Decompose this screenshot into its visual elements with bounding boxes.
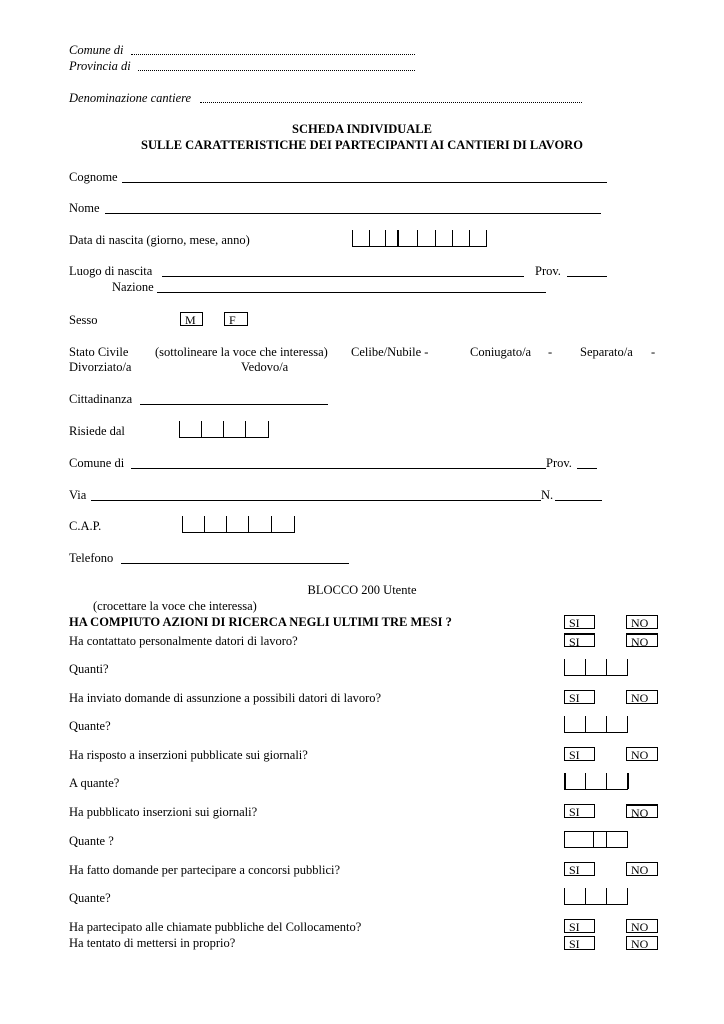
no-checkbox[interactable]: NO [626,747,658,761]
stato-civile-label: Stato Civile [69,345,129,359]
sesso-label: Sesso [69,313,98,327]
blocco-title: BLOCCO 200 Utente [307,583,417,597]
comune-residenza-field[interactable] [131,456,546,469]
quante-concorsi-boxes[interactable] [564,888,628,905]
option-separato[interactable]: Separato/a [580,345,633,359]
question-risposto-inserzioni: Ha risposto a inserzioni pubblicate sui giornali? [69,748,308,762]
header-cantiere-label: Denominazione cantiere [69,91,192,105]
stato-civile-hint: (sottolineare la voce che interessa) [155,345,328,359]
question-in-proprio: Ha tentato di mettersi in proprio? [69,936,236,950]
si-checkbox[interactable]: SI [564,633,595,647]
prov-residenza-field[interactable] [577,456,597,469]
telefono-field[interactable] [121,551,349,564]
no-checkbox[interactable]: NO [626,615,658,629]
quante-boxes[interactable] [564,716,628,733]
prov-label: Prov. [535,264,561,278]
numero-label: N. [541,488,554,502]
data-nascita-boxes[interactable] [352,230,487,247]
a-quante-boxes[interactable] [564,773,628,790]
nome-label: Nome [69,201,100,215]
cap-boxes[interactable] [182,516,295,533]
question-pubblicato-inserzioni: Ha pubblicato inserzioni sui giornali? [69,805,258,819]
page-subtitle: SULLE CARATTERISTICHE DEI PARTECIPANTI AI CANTIERI DI LAVORO [141,138,583,152]
quante-inserzioni-boxes[interactable] [564,831,628,848]
question-quanti: Quanti? [69,662,109,676]
nazione-label: Nazione [112,280,154,294]
question-contattato: Ha contattato personalmente datori di lavoro? [69,634,298,648]
no-checkbox[interactable]: NO [626,936,658,950]
cantiere-field[interactable] [200,91,582,103]
question-inviato-domande: Ha inviato domande di assunzione a possibili datori di lavoro? [69,691,382,705]
si-checkbox[interactable]: SI [564,615,595,629]
si-checkbox[interactable]: SI [564,690,595,704]
luogo-nascita-field[interactable] [162,264,524,277]
separator-dash: - [651,345,656,359]
luogo-nascita-label: Luogo di nascita [69,264,153,278]
no-checkbox[interactable]: NO [626,633,658,647]
risiede-dal-label: Risiede dal [69,424,125,438]
via-field[interactable] [91,488,541,501]
question-concorsi: Ha fatto domande per partecipare a concorsi pubblici? [69,863,341,877]
telefono-label: Telefono [69,551,114,565]
page-title: SCHEDA INDIVIDUALE [292,122,432,136]
sesso-m-checkbox[interactable]: M [180,312,203,326]
header-provincia-label: Provincia di [69,59,131,73]
prov-residenza-label: Prov. [546,456,572,470]
provincia-field[interactable] [138,59,415,71]
comune-residenza-label: Comune di [69,456,125,470]
question-ricerca: HA COMPIUTO AZIONI DI RICERCA NEGLI ULTIMI TRE MESI ? [69,615,452,629]
question-quante: Quante? [69,719,111,733]
question-quante-concorsi: Quante? [69,891,111,905]
option-coniugato[interactable]: Coniugato/a [470,345,532,359]
no-checkbox[interactable]: NO [626,804,658,818]
numero-field[interactable] [555,488,602,501]
no-checkbox[interactable]: NO [626,690,658,704]
cap-label: C.A.P. [69,519,102,533]
si-checkbox[interactable]: SI [564,862,595,876]
prov-field[interactable] [567,264,607,277]
cognome-field[interactable] [122,170,607,183]
option-vedovo[interactable]: Vedovo/a [241,360,289,374]
risiede-dal-boxes[interactable] [179,421,269,438]
option-divorziato[interactable]: Divorziato/a [69,360,132,374]
si-checkbox[interactable]: SI [564,747,595,761]
quanti-boxes[interactable] [564,659,628,676]
si-checkbox[interactable]: SI [564,919,595,933]
via-label: Via [69,488,87,502]
cognome-label: Cognome [69,170,118,184]
data-nascita-label: Data di nascita (giorno, mese, anno) [69,233,250,247]
si-checkbox[interactable]: SI [564,804,595,818]
blocco-hint: (crocettare la voce che interessa) [93,599,257,613]
nazione-field[interactable] [157,280,546,293]
cittadinanza-label: Cittadinanza [69,392,133,406]
question-quante-inserzioni: Quante ? [69,834,114,848]
question-collocamento: Ha partecipato alle chiamate pubbliche del Collocamento? [69,920,362,934]
no-checkbox[interactable]: NO [626,919,658,933]
nome-field[interactable] [105,201,601,214]
no-checkbox[interactable]: NO [626,862,658,876]
si-checkbox[interactable]: SI [564,936,595,950]
sesso-f-checkbox[interactable]: F [224,312,248,326]
comune-field[interactable] [131,43,415,55]
option-celibe[interactable]: Celibe/Nubile - [351,345,429,359]
cittadinanza-field[interactable] [140,392,328,405]
header-comune-label: Comune di [69,43,124,57]
question-a-quante: A quante? [69,776,120,790]
separator-dash: - [548,345,553,359]
